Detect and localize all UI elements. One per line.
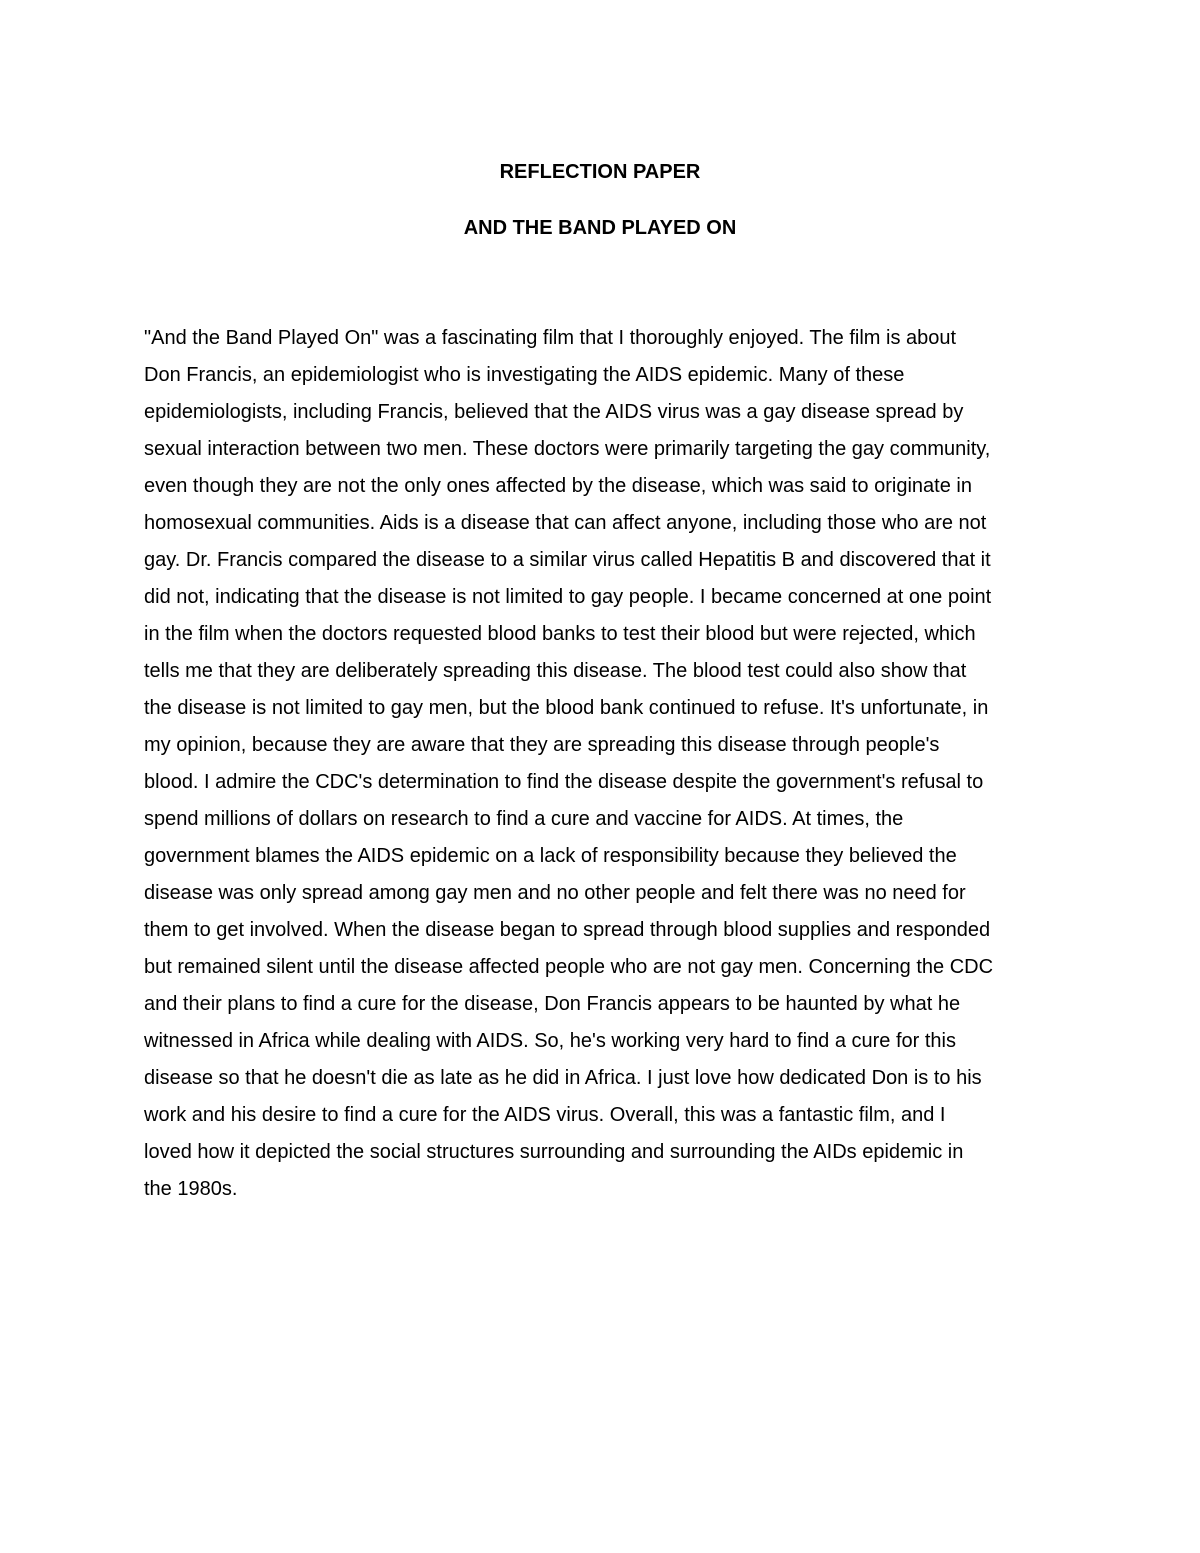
paragraph-line: did not, indicating that the disease is not limited to gay people. I became concerned at one point bbox=[144, 586, 992, 608]
paragraph-line: even though they are not the only ones affected by the disease, which was said to originate in bbox=[144, 475, 972, 497]
paragraph-line: gay. Dr. Francis compared the disease to a similar virus called Hepatitis B and discovered that it bbox=[144, 549, 991, 571]
paragraph-line: epidemiologists, including Francis, believed that the AIDS virus was a gay disease spread by bbox=[144, 401, 964, 423]
paragraph-line: disease so that he doesn't die as late as he did in Africa. I just love how dedicated Don is to his bbox=[144, 1067, 982, 1089]
paragraph-line: the 1980s. bbox=[144, 1178, 238, 1200]
paragraph-line: "And the Band Played On" was a fascinating film that I thoroughly enjoyed. The film is about bbox=[144, 327, 957, 349]
paragraph-line: homosexual communities. Aids is a disease that can affect anyone, including those who are not bbox=[144, 512, 987, 534]
paragraph-line: my opinion, because they are aware that they are spreading this disease through people's bbox=[144, 734, 940, 756]
paragraph-line: sexual interaction between two men. These doctors were primarily targeting the gay community, bbox=[144, 438, 991, 460]
paragraph-line: in the film when the doctors requested blood banks to test their blood but were rejected, which bbox=[144, 623, 976, 645]
paragraph-line: work and his desire to find a cure for the AIDS virus. Overall, this was a fantastic film, and I bbox=[144, 1104, 946, 1126]
document-subtitle: AND THE BAND PLAYED ON bbox=[463, 217, 737, 239]
paragraph-line: Don Francis, an epidemiologist who is investigating the AIDS epidemic. Many of these bbox=[144, 364, 905, 386]
paragraph-line: spend millions of dollars on research to find a cure and vaccine for AIDS. At times, the bbox=[144, 808, 904, 830]
paragraph-line: them to get involved. When the disease began to spread through blood supplies and responded bbox=[144, 919, 991, 941]
paragraph-line: the disease is not limited to gay men, but the blood bank continued to refuse. It's unfortunate, in bbox=[144, 697, 989, 719]
paragraph-line: but remained silent until the disease affected people who are not gay men. Concerning the CDC bbox=[144, 956, 994, 978]
paragraph-line: loved how it depicted the social structures surrounding and surrounding the AIDs epidemic in bbox=[144, 1141, 964, 1163]
body-paragraph bbox=[144, 320, 1064, 1208]
paragraph-line: witnessed in Africa while dealing with AIDS. So, he's working very hard to find a cure for this bbox=[144, 1030, 956, 1052]
document-title: REFLECTION PAPER bbox=[499, 161, 701, 183]
paragraph-line: disease was only spread among gay men and no other people and felt there was no need for bbox=[144, 882, 966, 904]
paragraph-line: government blames the AIDS epidemic on a lack of responsibility because they believed the bbox=[144, 845, 957, 867]
paragraph-line: and their plans to find a cure for the disease, Don Francis appears to be haunted by what he bbox=[144, 993, 961, 1015]
paragraph-line: tells me that they are deliberately spreading this disease. The blood test could also show that bbox=[144, 660, 967, 682]
paragraph-line: blood. I admire the CDC's determination to find the disease despite the government's refusal to bbox=[144, 771, 984, 793]
